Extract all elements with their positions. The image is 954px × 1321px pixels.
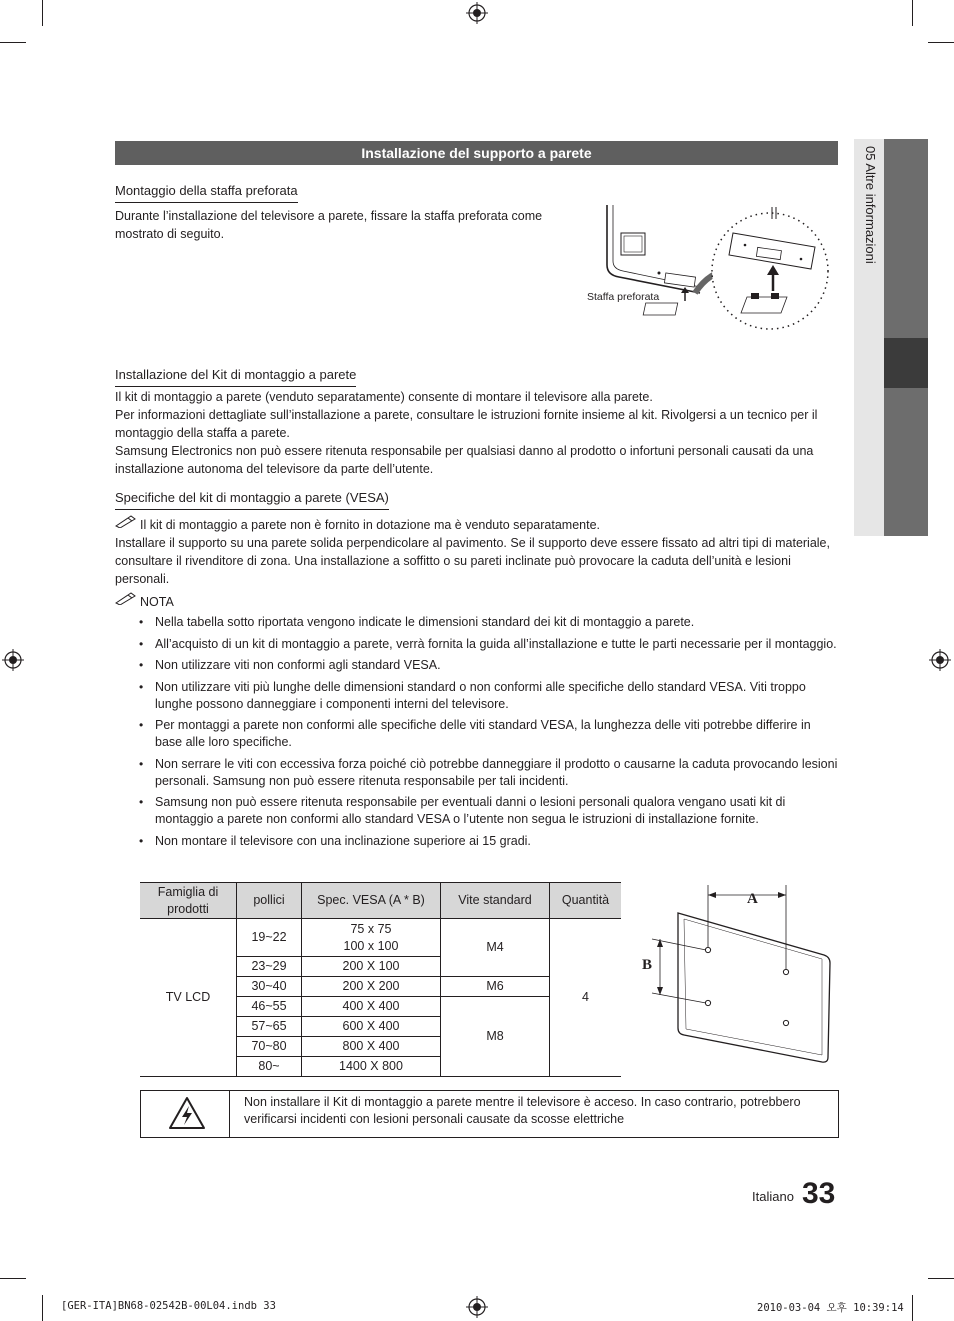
vesa-note-line: Il kit di montaggio a parete non è fornito in dotazione ma è venduto separatamente. [140,518,601,532]
table-cell-inches: 23~29 [237,957,302,977]
table-cell-inches: 80~ [237,1057,302,1077]
table-cell-spec: 400 X 400 [302,997,441,1017]
table-cell-family: TV LCD [140,919,237,1077]
table-cell-inches: 30~40 [237,977,302,997]
list-item: • Nella tabella sotto riportata vengono indicate le dimensioni standard dei kit di montaggio a parete. [138,614,840,631]
registration-mark-icon [466,1296,488,1318]
kit-body [115,388,840,478]
print-slug-date: 2010-03-04 오후 10:39:14 [757,1302,904,1314]
dimension-b-label: B [642,957,653,973]
table-header: pollici [237,883,302,919]
table-header: Vite standard [441,883,550,919]
registration-mark-icon [2,649,24,671]
table-cell-spec: 800 X 400 [302,1037,441,1057]
list-item: • Samsung non può essere ritenuta responsabile per eventuali danni o lesioni personali qualora vengano usati kit di montaggio a parete non conformi allo standard VESA o l’utente non segua le istruzioni di installazione fornite. [138,794,840,828]
table-cell-inches: 46~55 [237,997,302,1017]
crop-mark [928,42,954,43]
list-item: • Non utilizzare viti più lunghe delle dimensioni standard o non conformi alle specifiche dello standard VESA. Viti troppo lunghe possono danneggiare i componenti interni del televisore. [138,679,840,713]
warning-divider [229,1091,230,1137]
staffa-figure-label: Staffa preforata [587,291,660,303]
vesa-heading: Specifiche del kit di montaggio a parete (VESA) [115,490,389,510]
kit-paragraph: Per informazioni dettagliate sull’installazione a parete, consultare le istruzioni fornite insieme al kit. Rivolgersi a un tecnico per il montaggio della staffa a parete. [115,408,818,440]
spec-line: 100 x 100 [343,938,399,953]
table-cell-spec: 200 X 100 [302,957,441,977]
table-cell-quantity: 4 [550,919,622,1077]
registration-mark-icon [466,2,488,24]
table-cell-spec [302,919,441,957]
note-pencil-icon [115,591,137,605]
note-pencil-icon [115,514,137,528]
footer-language: Italiano [752,1189,794,1204]
warning-text: Non installare il Kit di montaggio a parete mentre il televisore è acceso. In caso contrario, potrebbero verificarsi incidenti con lesioni personali causate da scosse elettriche [244,1095,801,1126]
table-cell-spec: 1400 X 800 [302,1057,441,1077]
kit-paragraph: Samsung Electronics non può essere ritenuta responsabile per qualsiasi danno al prodotto o infortuni personali causati da una installazione autonoma del televisore da parte dell’utente. [115,444,814,476]
electric-shock-warning-icon [168,1096,206,1130]
table-header: Spec. VESA (A * B) [302,883,441,919]
vesa-paragraph: Installare il supporto su una parete solida perpendicolare al pavimento. Se il supporto deve essere fissato ad altri tipi di materiale, consultare il rivenditore di zona. Una installazione a soffitto o su pareti inclinate può provocare la caduta dell’unità e lesioni personali. [115,536,830,586]
chapter-tab-marker [884,338,928,388]
crop-mark [0,42,26,43]
bracket-illustration [605,203,835,333]
table-cell-spec: 600 X 400 [302,1017,441,1037]
vesa-table [140,882,621,1077]
table-header: Quantità [550,883,622,919]
table-cell-screw: M8 [441,997,550,1077]
crop-mark [0,1278,26,1279]
kit-heading: Installazione del Kit di montaggio a parete [115,367,356,387]
nota-label: NOTA [140,595,174,609]
print-slug-file: [GER-ITA]BN68-02542B-00L04.indb 33 [61,1300,276,1312]
spec-line: 75 x 75 [350,921,392,936]
table-header-row [140,883,621,919]
table-cell-inches: 57~65 [237,1017,302,1037]
crop-mark [928,1278,954,1279]
staffa-heading: Montaggio della staffa preforata [115,183,298,203]
table-cell-inches: 19~22 [237,919,302,957]
nota-bullet-list [138,614,840,854]
table-header: Famiglia di prodotti [140,883,237,919]
crop-mark [912,0,913,26]
section-title: Installazione del supporto a parete [115,141,838,165]
page-number: 33 [802,1177,836,1210]
crop-mark [42,0,43,26]
kit-paragraph: Il kit di montaggio a parete (venduto separatamente) consente di montare il televisore alla parete. [115,390,653,404]
table-cell-inches: 70~80 [237,1037,302,1057]
list-item: • Non serrare le viti con eccessiva forza poiché ciò potrebbe danneggiare il prodotto o causarne la caduta provocando lesioni personali. Samsung non può essere ritenuta responsabile per tali incidenti. [138,756,840,790]
list-item: • Non utilizzare viti non conformi agli standard VESA. [138,657,840,674]
registration-mark-icon [929,649,951,671]
dimension-a-label: A [747,891,758,907]
crop-mark [912,1295,913,1321]
vesa-dimension-diagram [628,883,840,1068]
list-item: • Non montare il televisore con una inclinazione superiore ai 15 gradi. [138,833,840,850]
table-row [140,919,621,957]
table-cell-screw: M4 [441,919,550,977]
staffa-text: Durante l’installazione del televisore a parete, fissare la staffa preforata come mostrato di seguito. [115,209,543,241]
table-cell-spec: 200 X 200 [302,977,441,997]
table-cell-screw: M6 [441,977,550,997]
list-item: • All’acquisto di un kit di montaggio a parete, verrà fornita la guida all’installazione e tutte le parti necessarie per il montaggio. [138,636,840,653]
chapter-tab-label: 05 Altre informazioni [863,146,878,264]
crop-mark [42,1295,43,1321]
list-item: • Per montaggi a parete non conformi alle specifiche delle viti standard VESA, la lunghezza delle viti potrebbe differire in base alle loro specifiche. [138,717,840,751]
